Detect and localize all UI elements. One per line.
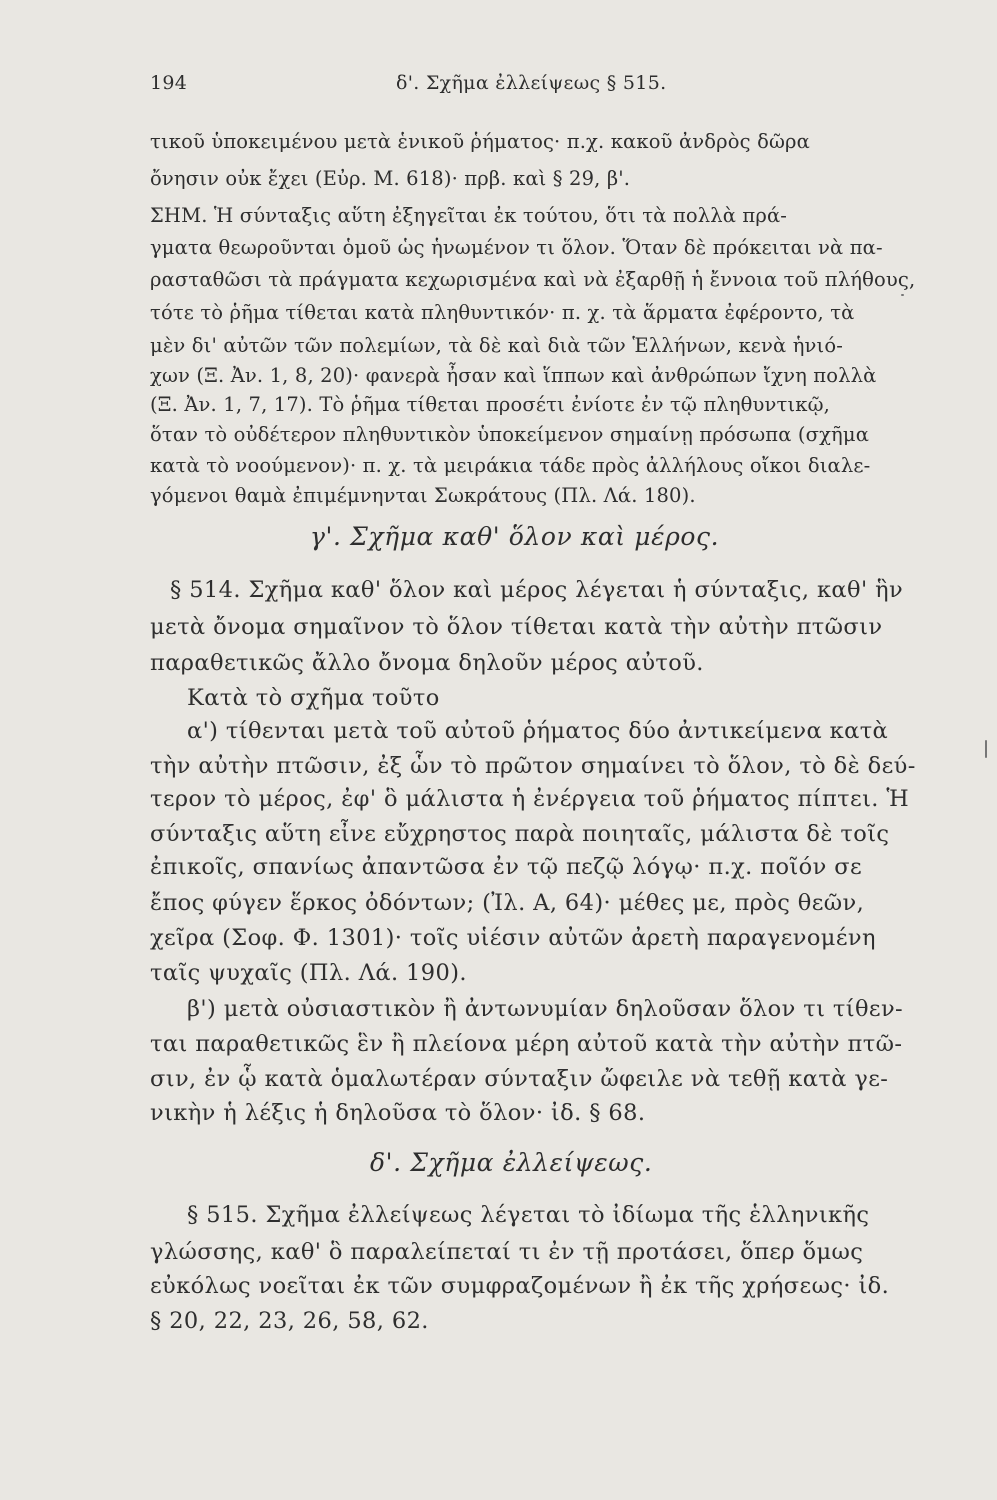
text-line: ΣΗΜ. Ἡ σύνταξις αὕτη ἐξηγεῖται ἐκ τούτου, ὅτι τὰ πολλὰ πρά-: [150, 204, 788, 227]
text-line: σιν, ἐν ᾧ κατὰ ὁμαλωτέραν σύνταξιν ὤφειλε νὰ τεθῇ κατὰ γε-: [150, 1066, 889, 1092]
text-line: ὄνησιν οὐκ ἔχει (Εὐρ. Μ. 618)· πρβ. καὶ § 29, β'.: [150, 167, 631, 190]
text-line: ται παραθετικῶς ἓν ἢ πλείονα μέρη αὐτοῦ κατὰ τὴν αὐτὴν πτῶ-: [150, 1031, 903, 1057]
text-line: ταῖς ψυχαῖς (Πλ. Λά. 190).: [150, 960, 467, 986]
text-line: τὴν αὐτὴν πτῶσιν, ἐξ ὧν τὸ πρῶτον σημαίνει τὸ ὅλον, τὸ δὲ δεύ-: [150, 753, 916, 779]
text-line: εὐκόλως νοεῖται ἐκ τῶν συμφραζομένων ἢ ἐκ τῆς χρήσεως· ἰδ.: [150, 1273, 890, 1299]
text-line: § 514. Σχῆμα καθ' ὅλον καὶ μέρος λέγεται ἡ σύνταξις, καθ' ἣν: [170, 577, 904, 603]
text-line: τερον τὸ μέρος, ἐφ' ὃ μάλιστα ἡ ἐνέργεια τοῦ ῥήματος πίπτει. Ἡ: [150, 786, 910, 812]
text-line: γματα θεωροῦνται ὁμοῦ ὡς ἡνωμένον τι ὅλον. Ὅταν δὲ πρόκειται νὰ πα-: [150, 236, 883, 259]
text-line: μὲν δι' αὐτῶν τῶν πολεμίων, τὰ δὲ καὶ διὰ τῶν Ἑλλήνων, κενὰ ἡνιό-: [150, 334, 843, 357]
section-heading: δ'. Σχῆμα ἐλλείψεως.: [370, 1148, 653, 1177]
text-line: χων (Ξ. Ἀν. 1, 8, 20)· φανερὰ ἦσαν καὶ ἵππων καὶ ἀνθρώπων ἴχνη πολλὰ: [150, 364, 877, 387]
section-heading: γ'. Σχῆμα καθ' ὅλον καὶ μέρος.: [310, 522, 720, 551]
text-line: § 20, 22, 23, 26, 58, 62.: [150, 1308, 429, 1334]
text-line: χεῖρα (Σοφ. Φ. 1301)· τοῖς υἱέσιν αὐτῶν ἀρετὴ παραγενομένη: [150, 925, 876, 951]
text-line: α') τίθενται μετὰ τοῦ αὐτοῦ ῥήματος δύο ἀντικείμενα κατὰ: [187, 718, 889, 744]
scan-speck: [901, 294, 904, 296]
page-number: 194: [150, 72, 188, 94]
text-line: σύνταξις αὕτη εἶνε εὔχρηστος παρὰ ποιηταῖς, μάλιστα δὲ τοῖς: [150, 821, 890, 847]
text-line: παραθετικῶς ἄλλο ὄνομα δηλοῦν μέρος αὐτοῦ.: [150, 650, 704, 676]
text-line: (Ξ. Ἀν. 1, 7, 17). Τὸ ῥῆμα τίθεται προσέτι ἐνίοτε ἐν τῷ πληθυντικῷ,: [150, 393, 831, 416]
text-line: ἐπικοῖς, σπανίως ἀπαντῶσα ἐν τῷ πεζῷ λόγῳ· π.χ. ποῖόν σε: [150, 854, 863, 880]
text-line: Κατὰ τὸ σχῆμα τοῦτο: [187, 685, 440, 711]
text-line: ἔπος φύγεν ἕρκος ὀδόντων; (Ἰλ. Α, 64)· μέθες με, πρὸς θεῶν,: [150, 890, 865, 916]
text-line: κατὰ τὸ νοούμενον)· π. χ. τὰ μειράκια τάδε πρὸς ἀλλήλους οἴκοι διαλε-: [150, 454, 871, 477]
text-line: γλώσσης, καθ' ὃ παραλείπεταί τι ἐν τῇ προτάσει, ὅπερ ὅμως: [150, 1239, 864, 1265]
text-line: μετὰ ὄνομα σημαῖνον τὸ ὅλον τίθεται κατὰ τὴν αὐτὴν πτῶσιν: [150, 614, 883, 640]
text-line: § 515. Σχῆμα ἐλλείψεως λέγεται τὸ ἰδίωμα τῆς ἑλληνικῆς: [187, 1202, 870, 1228]
text-line: νικὴν ἡ λέξις ἡ δηλοῦσα τὸ ὅλον· ἰδ. § 68.: [150, 1100, 646, 1126]
text-line: γόμενοι θαμὰ ἐπιμέμνηνται Σωκράτους (Πλ. Λά. 180).: [150, 484, 696, 507]
text-line: β') μετὰ οὐσιαστικὸν ἢ ἀντωνυμίαν δηλοῦσαν ὅλον τι τίθεν-: [187, 996, 904, 1022]
text-line: ρασταθῶσι τὰ πράγματα κεχωρισμένα καὶ νὰ ἐξαρθῇ ἡ ἔννοια τοῦ πλήθους,: [150, 268, 916, 291]
text-line: τικοῦ ὑποκειμένου μετὰ ἑνικοῦ ῥήματος· π.χ. κακοῦ ἀνδρὸς δῶρα: [150, 130, 810, 153]
running-title: δ'. Σχῆμα ἐλλείψεως § 515.: [396, 72, 667, 94]
text-line: ὅταν τὸ οὐδέτερον πληθυντικὸν ὑποκείμενον σημαίνῃ πρόσωπα (σχῆμα: [150, 423, 870, 446]
scan-speck: [985, 740, 987, 758]
text-line: τότε τὸ ῥῆμα τίθεται κατὰ πληθυντικόν· π. χ. τὰ ἅρματα ἐφέροντο, τὰ: [150, 301, 855, 324]
